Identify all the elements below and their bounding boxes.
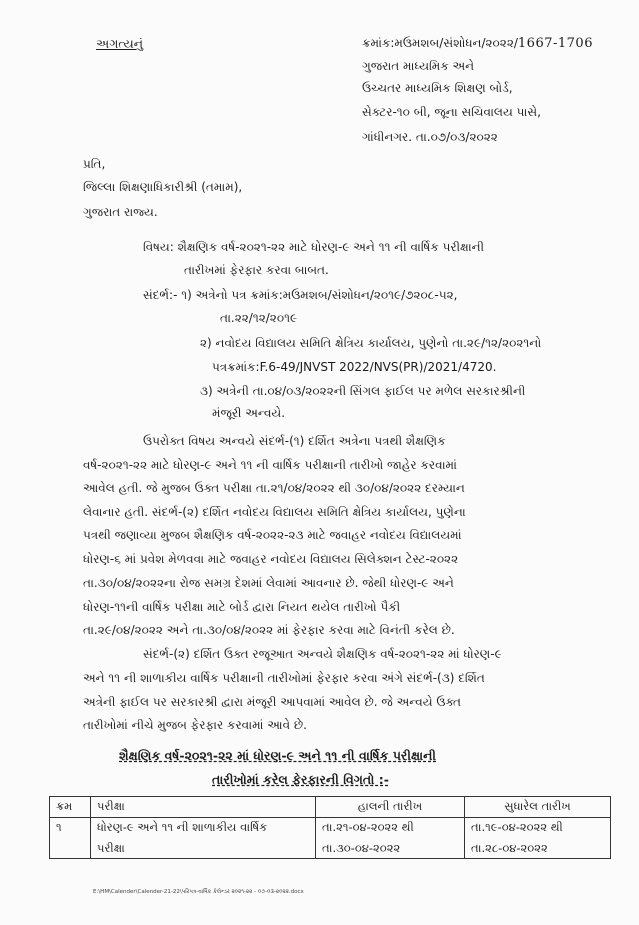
paragraph-1-line-5: પત્રથી જણાવ્યા મુજબ શૈક્ષણિક વર્ષ-૨૦૨૨-૨૩ માટે જવાહર નવોદય વિદ્યાલયમાં bbox=[83, 528, 462, 542]
address-line-1: ગુજરાત માધ્યમિક અને bbox=[362, 59, 475, 73]
paragraph-1-line-8: ધોરણ-૧૧ની વાર્ષિક પરીક્ષા માટે બોર્ડ દ્વારા નિયત થયેલ તારીખો પૈકી bbox=[83, 600, 401, 614]
reference-handwritten-number: 1667-1706 bbox=[517, 36, 593, 51]
paragraph-2-line-1: સંદર્ભ-(૨) દર્શિત ઉક્ત રજૂઆત અન્વયે શૈક્ષણિક વર્ષ-૨૦૨૧-૨૨ માં ધોરણ-૯ bbox=[143, 647, 502, 661]
row-revised-date bbox=[465, 818, 611, 859]
header-current-date: હાલની તારીખ bbox=[316, 797, 465, 818]
reference-1-line-1: સંદર્ભ:- ૧) અત્રેનો પત્ર ક્રમાંક:મઉમશબ/સંશોધન/૨૦૧૯/૭૨૦૮-૫૨, bbox=[143, 288, 458, 302]
table-heading-line-1-text: શૈક્ષણિક વર્ષ-૨૦૨૧-૨૨ માં ધોરણ-૯ અને ૧૧ ની વાર્ષિક પરીક્ષાની bbox=[119, 748, 436, 763]
paragraph-2-line-2: અને ૧૧ ની શાળાકીય વાર્ષિક પરીક્ષાની તારીખોમાં ફેરફાર કરવા અંગે સંદર્ભ-(૩) દર્શિત bbox=[83, 671, 485, 685]
reference-prefix: ક્રમાંક:મઉમશબ/સંશોધન/૨૦૨૨/ bbox=[362, 36, 518, 50]
paragraph-1-line-6: ધોરણ-૬ માં પ્રવેશ મેળવવા માટે જવાહર નવોદય વિદ્યાલય સિલેક્શન ટેસ્ટ-૨૦૨૨ bbox=[83, 552, 459, 566]
row-exam-line-2: પરીક્ષા bbox=[97, 841, 125, 855]
paragraph-1-line-1: ઉપરોક્ત વિષય અન્વયે સંદર્ભ-(૧) દર્શિત અત્રેના પત્રથી શૈક્ષણિક bbox=[143, 434, 446, 448]
table-heading-line-1 bbox=[119, 748, 436, 764]
row-current-date bbox=[316, 818, 465, 859]
subject-line-1: વિષય: શૈક્ષણિક વર્ષ-૨૦૨૧-૨૨ માટે ધોરણ-૯ અને ૧૧ ની વાર્ષિક પરીક્ષાની bbox=[143, 240, 485, 254]
row-revised-date-line-1: તા.૧૯-૦૪-૨૦૨૨ થી bbox=[471, 820, 563, 834]
row-exam bbox=[91, 818, 316, 859]
row-serial: ૧ bbox=[50, 818, 91, 859]
row-current-date-line-1: તા.૨૧-૦૪-૨૦૨૨ થી bbox=[322, 820, 414, 834]
address-line-4: ગાંધીનગર. તા.૦૭/૦૩/૨૦૨૨ bbox=[362, 130, 498, 144]
row-exam-line-1: ધોરણ-૯ અને ૧૧ ની શાળાકીય વાર્ષિક bbox=[97, 820, 268, 834]
row-revised-date-line-2: તા.૨૮-૦૪-૨૦૨૨ bbox=[471, 841, 548, 855]
recipient-line-2: જિલ્લા શિક્ષણાધિકારીશ્રી (તમામ), bbox=[83, 180, 243, 194]
paragraph-1-line-3: આવેલ હતી. જે મુજબ ઉક્ત પરીક્ષા તા.૨૧/૦૪/૨૦૨૨ થી ૩૦/૦૪/૨૦૨૨ દરમ્યાન bbox=[83, 481, 465, 495]
paragraph-1-line-9: તા.૨૯/૦૪/૨૦૨૨ અને તા.૩૦/૦૪/૨૦૨૨ માં ફેરફાર કરવા માટે વિનંતી કરેલ છે. bbox=[83, 623, 455, 637]
header-exam: પરીક્ષા bbox=[91, 797, 316, 818]
paragraph-1-line-4: લેવાનાર હતી. સંદર્ભ-(૨) દર્શિત નવોદય વિદ્યાલય સમિતિ ક્ષેત્રિય કાર્યાલય, પુણેના bbox=[83, 505, 466, 519]
recipient-line-3: ગુજરાત રાજ્ય. bbox=[83, 205, 158, 219]
paragraph-2-line-3: અત્રેની ફાઈલ પર સરકારશ્રી દ્વારા મંજૂરી આપવામાં આવેલ છે. જે અન્વયે ઉક્ત bbox=[83, 695, 461, 709]
reference-number bbox=[362, 36, 593, 51]
header-revised-date: સુધારેલ તારીખ bbox=[465, 797, 611, 818]
footer-file-path: E:\HM\Calender\Calender-21-22\પરિપત્ર-વાર્ષિક કેલેન્ડર ૨૦૨૧-૨૨ - ૦૭-૦૩-૨૦૨૨.docx bbox=[93, 889, 304, 895]
table-heading-line-2 bbox=[212, 772, 389, 788]
paragraph-2-line-4: તારીખોમાં નીચે મુજબ ફેરફાર કરવામાં આવે છે. bbox=[83, 718, 307, 732]
header-serial: ક્રમ bbox=[50, 797, 91, 818]
reference-1-line-2: તા.૨૨/૧૨/૨૦૧૯ bbox=[220, 311, 298, 325]
paragraph-1-line-7: તા.૩૦/૦૪/૨૦૨૨ના રોજ સમગ્ર દેશમાં લેવામાં આવનાર છે. જેથી ધોરણ-૯ અને bbox=[83, 576, 454, 590]
recipient-line-1: પ્રતિ, bbox=[83, 157, 106, 171]
table-row bbox=[50, 818, 611, 859]
date-change-table bbox=[49, 796, 611, 859]
reference-3-line-1: ૩) અત્રેની તા.૦૪/૦૩/૨૦૨૨ની સિંગલ ફાઈલ પર મળેલ સરકારશ્રીની bbox=[200, 384, 526, 398]
row-current-date-line-2: તા.૩૦-૦૪-૨૦૨૨ bbox=[322, 841, 401, 855]
reference-3-line-2: મંજૂરી અન્વયે. bbox=[212, 406, 286, 420]
table-header-row bbox=[50, 797, 611, 818]
urgent-label: અગત્યનું bbox=[96, 36, 144, 51]
subject-line-2: તારીખમાં ફેરફાર કરવા બાબત. bbox=[184, 263, 329, 277]
reference-2-line-1: ૨) નવોદય વિદ્યાલય સમિતિ ક્ષેત્રિય કાર્યાલય, પુણેનો તા.૨૯/૧૨/૨૦૨૧નો bbox=[200, 336, 542, 350]
address-line-3: સેક્ટર-૧૦ બી, જૂના સચિવાલય પાસે, bbox=[362, 105, 541, 119]
table-heading-line-2-text: તારીખોમાં કરેલ ફેરફારની વિગતો :- bbox=[212, 772, 389, 787]
address-line-2: ઉચ્ચતર માધ્યમિક શિક્ષણ બોર્ડ, bbox=[362, 81, 513, 95]
paragraph-1-line-2: વર્ષ-૨૦૨૧-૨૨ માટે ધોરણ-૯ અને ૧૧ ની વાર્ષિક પરીક્ષાની તારીખો જાહેર કરવામાં bbox=[83, 458, 457, 472]
reference-2-line-2: પત્રક્રમાંક:F.6-49/JNVST 2022/NVS(PR)/2021/4720. bbox=[212, 360, 497, 374]
